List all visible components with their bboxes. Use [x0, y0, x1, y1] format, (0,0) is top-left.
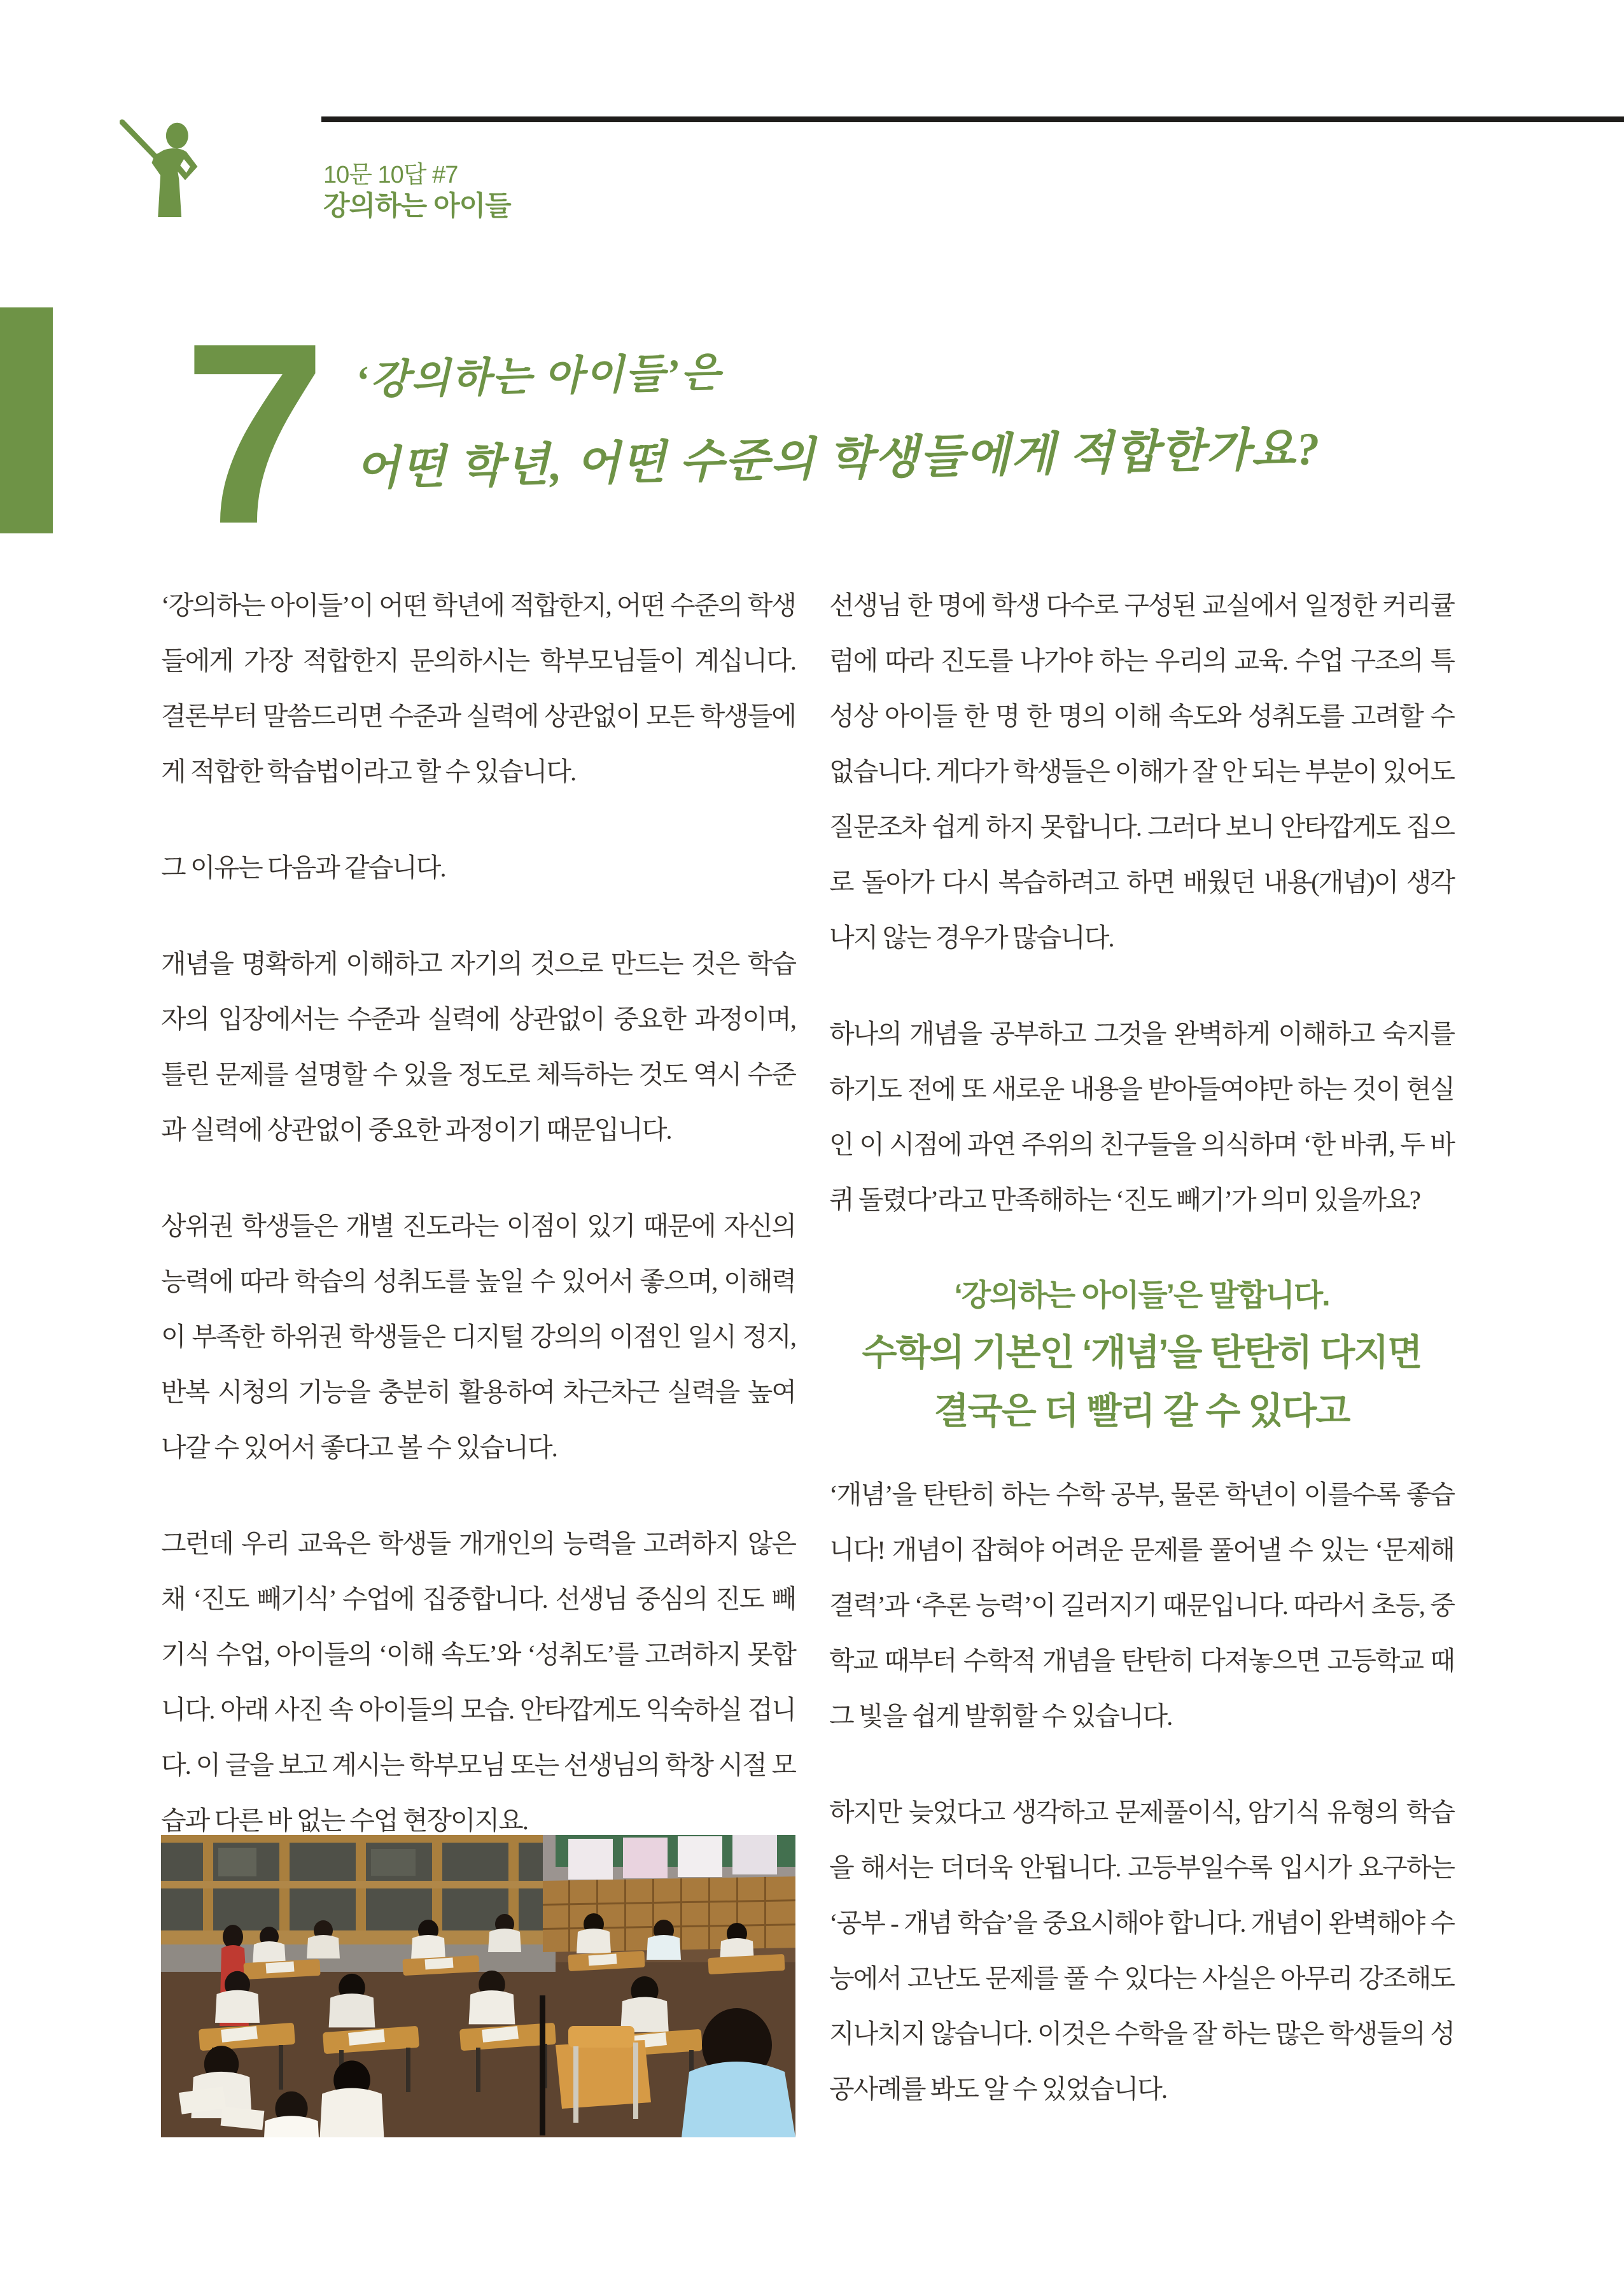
paragraph: ‘개념’을 탄탄히 하는 수학 공부, 물론 학년이 이를수록 좋습니다! 개념이 잡혀야 어려운 문제를 풀어낼 수 있는 ‘문제해결력’과 ‘추론 능력’이 길러지기 때문입니다. 따라서 초등, 중학교 때부터 수학적 개념을 탄탄히 다져놓으면 고등학교 때 그 빛을 쉽게 발휘할 수 있습니다. — [829, 1480, 1454, 1731]
question-line-1: ‘강의하는 아이들’은 — [354, 349, 722, 404]
question-number: 7 — [183, 289, 327, 577]
paragraph: 그 이유는 다음과 같습니다. — [161, 853, 445, 882]
paragraph: 하지만 늦었다고 생각하고 문제풀이식, 암기식 유형의 학습을 해서는 더더욱 안됩니다. 고등부일수록 입시가 요구하는 ‘공부 - 개념 학습’을 중요시해야 합니다. 개념이 완벽해야 수능에서 고난도 문제를 풀 수 있다는 사실은 아무리 강조해도 지나치지 않습니다. 이것은 수학을 잘 하는 많은 학생들의 성공사례를 봐도 알 수 있었습니다. — [829, 1797, 1454, 2104]
highlight-line-3: 결국은 더 빨리 갈 수 있다고 — [934, 1391, 1350, 1431]
header-rule — [321, 116, 1624, 122]
paragraph: ‘강의하는 아이들’이 어떤 학년에 적합한지, 어떤 수준의 학생들에게 가장 적합한지 문의하시는 학부모님들이 계십니다. 결론부터 말씀드리면 수준과 실력에 상관없이 모든 학생들에게 적합한 학습법이라고 할 수 있습니다. — [161, 591, 795, 786]
series-eyebrow: 10문 10답 #7 — [323, 162, 458, 188]
paragraph: 하나의 개념을 공부하고 그것을 완벽하게 이해하고 숙지를 하기도 전에 또 새로운 내용을 받아들여야만 하는 것이 현실인 이 시점에 과연 주위의 친구들을 의식하며 ‘한 바퀴, 두 바퀴 돌렸다’라고 만족해하는 ‘진도 빼기’가 의미 있을까요? — [829, 1019, 1454, 1214]
right-column — [829, 578, 1454, 2158]
paragraph: 선생님 한 명에 학생 다수로 구성된 교실에서 일정한 커리큘럼에 따라 진도를 나가야 하는 우리의 교육. 수업 구조의 특성상 아이들 한 명 한 명의 이해 속도와 성취도를 고려할 수 없습니다. 게다가 학생들은 이해가 잘 안 되는 부분이 있어도 질문조차 쉽게 하지 못합니다. 그러다 보니 안타깝게도 집으로 돌아가 다시 복습하려고 하면 배웠던 내용(개념)이 생각나지 않는 경우가 많습니다. — [829, 591, 1454, 952]
series-title: 강의하는 아이들 — [323, 191, 511, 221]
highlight-line-1: ‘강의하는 아이들’은 말합니다. — [954, 1279, 1329, 1312]
highlight-quote — [829, 1269, 1454, 1440]
paragraph: 개념을 명확하게 이해하고 자기의 것으로 만드는 것은 학습자의 입장에서는 수준과 실력에 상관없이 중요한 과정이며, 틀린 문제를 설명할 수 있을 정도로 체득하는 것도 역시 수준과 실력에 상관없이 중요한 과정이기 때문입니다. — [161, 949, 795, 1144]
paragraph: 상위권 학생들은 개별 진도라는 이점이 있기 때문에 자신의 능력에 따라 학습의 성취도를 높일 수 있어서 좋으며, 이해력이 부족한 하위권 학생들은 디지털 강의의 이점인 일시 정지, 반복 시청의 기능을 충분히 활용하여 차근차근 실력을 높여나갈 수 있어서 좋다고 볼 수 있습니다. — [161, 1211, 795, 1462]
left-column — [161, 578, 795, 1889]
highlight-line-2: 수학의 기본인 ‘개념’을 탄탄히 다지면 — [862, 1332, 1422, 1373]
question-line-2: 어떤 학년, 어떤 수준의 학생들에게 적합한가요? — [354, 423, 1322, 495]
paragraph: 그런데 우리 교육은 학생들 개개인의 능력을 고려하지 않은 채 ‘진도 빼기식’ 수업에 집중합니다. 선생님 중심의 진도 빼기식 수업, 아이들의 ‘이해 속도’와 ‘성취도’를 고려하지 못합니다. 아래 사진 속 아이들의 모습. 안타깝게도 익숙하실 겁니다. 이 글을 보고 계시는 학부모님 또는 선생님의 학창 시절 모습과 다른 바 없는 수업 현장이지요. — [161, 1529, 795, 1835]
left-accent-bar — [0, 307, 53, 533]
teacher-pointer-icon — [120, 118, 206, 218]
classroom-photo — [161, 1835, 795, 2137]
